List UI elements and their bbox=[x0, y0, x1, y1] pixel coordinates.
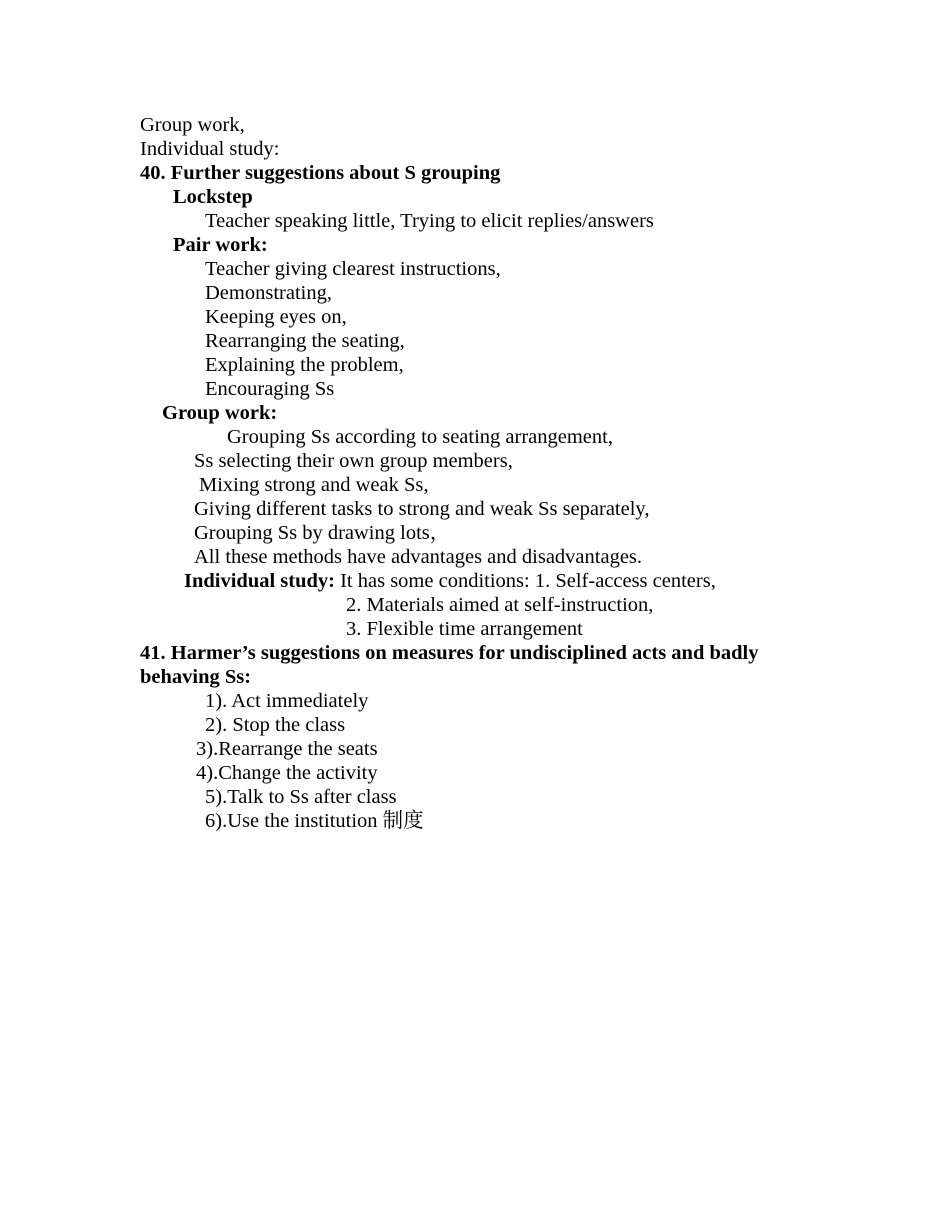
group-work-summary: All these methods have advantages and disadvantages. bbox=[194, 546, 643, 568]
pair-work-item: Encouraging Ss bbox=[205, 378, 335, 400]
pair-work-item: Teacher giving clearest instructions, bbox=[205, 258, 501, 280]
lockstep-text: Teacher speaking little, Trying to elicit replies/answers bbox=[205, 210, 654, 232]
pair-work-item: Keeping eyes on, bbox=[205, 306, 347, 328]
measure-item: 6).Use the institution 制度 bbox=[205, 810, 424, 832]
group-work-item: Mixing strong and weak Ss, bbox=[199, 474, 429, 496]
pair-work-item: Rearranging the seating, bbox=[205, 330, 405, 352]
group-work-intro: Group work, bbox=[140, 114, 245, 136]
section-41-heading-continued: behaving Ss: bbox=[140, 666, 252, 688]
measure-item: 2). Stop the class bbox=[205, 714, 346, 736]
section-41-heading: 41. Harmer’s suggestions on measures for undisciplined acts and badly bbox=[140, 642, 759, 664]
group-work-label: Group work: bbox=[162, 402, 278, 424]
individual-study-label: Individual study: bbox=[184, 570, 335, 592]
group-work-item: Ss selecting their own group members, bbox=[194, 450, 513, 472]
measure-item: 3).Rearrange the seats bbox=[196, 738, 378, 760]
pair-work-item: Demonstrating, bbox=[205, 282, 332, 304]
measure-item: 4).Change the activity bbox=[196, 762, 378, 784]
individual-study-condition: 3. Flexible time arrangement bbox=[346, 618, 583, 640]
section-40-heading: 40. Further suggestions about S grouping bbox=[140, 162, 501, 184]
individual-study-condition: 2. Materials aimed at self-instruction, bbox=[346, 594, 654, 616]
pair-work-item: Explaining the problem, bbox=[205, 354, 404, 376]
lockstep-label: Lockstep bbox=[173, 186, 253, 208]
pair-work-label: Pair work: bbox=[173, 234, 268, 256]
individual-study-intro: Individual study: bbox=[140, 138, 280, 160]
individual-study-row bbox=[184, 569, 716, 593]
individual-study-lead: It has some conditions: 1. Self-access centers, bbox=[334, 570, 716, 592]
group-work-item: Grouping Ss by drawing lots， bbox=[194, 522, 451, 544]
measure-item: 1). Act immediately bbox=[205, 690, 369, 712]
group-work-item: Grouping Ss according to seating arrangement, bbox=[227, 426, 613, 448]
group-work-item: Giving different tasks to strong and weak Ss separately, bbox=[194, 498, 650, 520]
measure-item: 5).Talk to Ss after class bbox=[205, 786, 397, 808]
